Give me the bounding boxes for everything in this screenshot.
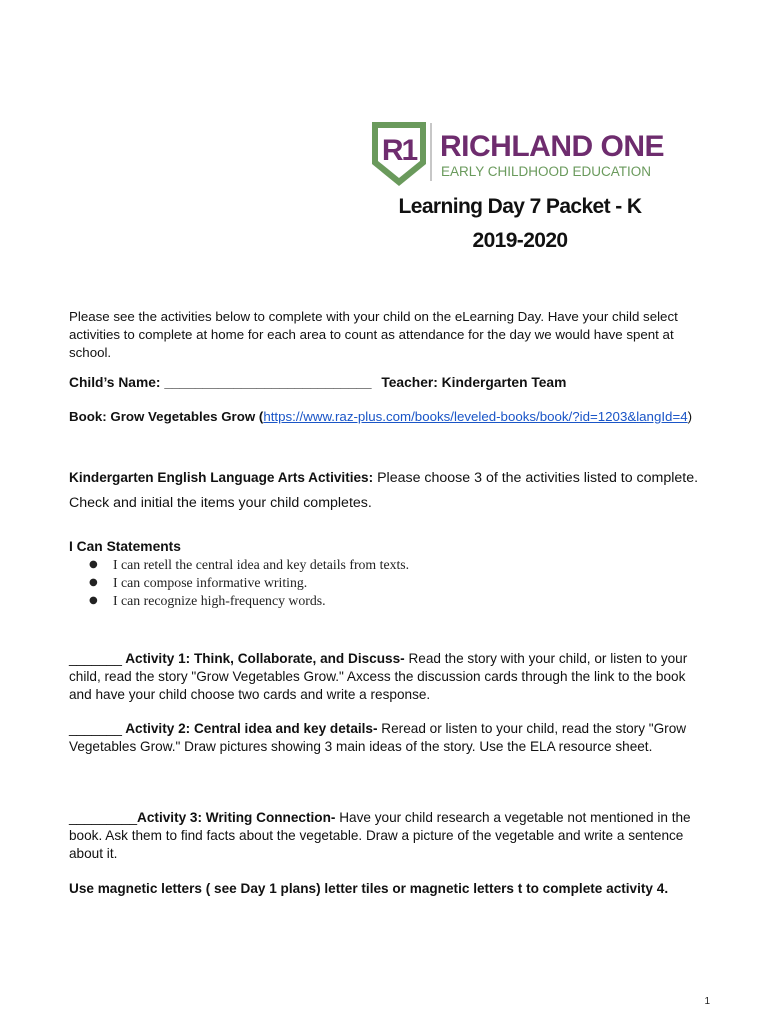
list-item [89,556,409,574]
list-item [89,592,409,610]
richland-one-logo [370,120,690,190]
child-teacher-line [69,374,709,392]
checkbox-blank-line: _________ [69,810,138,825]
activity-text: Reread or listen to your child, read the story "Grow Vegetables Grow." Draw pictures showing 3 main ideas of the story. Use the ELA resource sheet. [69,721,687,754]
child-name-field: Child’s Name: ___________________________ [69,375,372,390]
logo-mark: R1 [381,134,417,167]
bullet-icon: ● [89,595,98,606]
ican-list [89,556,409,610]
book-link[interactable]: https://www.raz-plus.com/books/leveled-books/book/?id=1203&langId=4 [263,409,688,424]
logo-divider [430,123,432,181]
page-year: 2019-2020 [472,229,568,252]
activity-text: Read the story with your child, or listen to your child, read the story "Grow Vegetables Grow." Axcess the discussion cards through the link to the book and have your child choose two cards and write a response. [69,651,688,702]
ela-instructions [69,465,709,516]
activity-1 [69,650,709,704]
magnetic-letters-note: Use magnetic letters ( see Day 1 plans) letter tiles or magnetic letters t to complete activity 4. [69,881,669,896]
bullet-icon: ● [89,577,98,588]
checkbox-blank-line: _______ [69,721,122,736]
page-number: 1 [704,996,710,1007]
activity-text: Have your child research a vegetable not mentioned in the book. Ask them to find facts about the vegetable. Draw a picture of the vegetable and write a sentence about it. [69,810,691,861]
activity-label: Activity 3: Writing Connection- [137,810,336,825]
activity-3 [69,809,709,863]
page-title: Learning Day 7 Packet - K [398,195,642,218]
activity-label: Activity 1: Think, Collaborate, and Discuss- [121,651,405,666]
teacher-label: Teacher: Kindergarten Team [381,375,567,390]
book-line [69,408,709,426]
ela-label: Kindergarten English Language Arts Activities: [69,470,374,485]
bullet-icon: ● [89,559,98,570]
ican-item: I can retell the central idea and key details from texts. [113,557,410,572]
ican-item: I can compose informative writing. [113,575,308,590]
ela-text: Please choose 3 of the activities listed to complete. Check and initial the items your child completes. [69,470,699,511]
ican-item: I can recognize high-frequency words. [113,593,326,608]
r1-shield-icon [370,120,434,188]
book-close-paren: ) [687,409,693,424]
list-item [89,574,409,592]
activity-label: Activity 2: Central idea and key details- [121,721,378,736]
book-label: Book: Grow Vegetables Grow ( [69,409,264,424]
logo-subtitle: EARLY CHILDHOOD EDUCATION [441,164,652,179]
logo-name: RICHLAND ONE [440,130,664,163]
ican-heading: I Can Statements [69,539,181,554]
intro-paragraph: Please see the activities below to complete with your child on the eLearning Day. Have your child select activities to complete at home for each area to count as attendance for the day we would have spent at school. [69,309,678,360]
checkbox-blank-line: _______ [69,651,122,666]
activity-2 [69,720,709,756]
